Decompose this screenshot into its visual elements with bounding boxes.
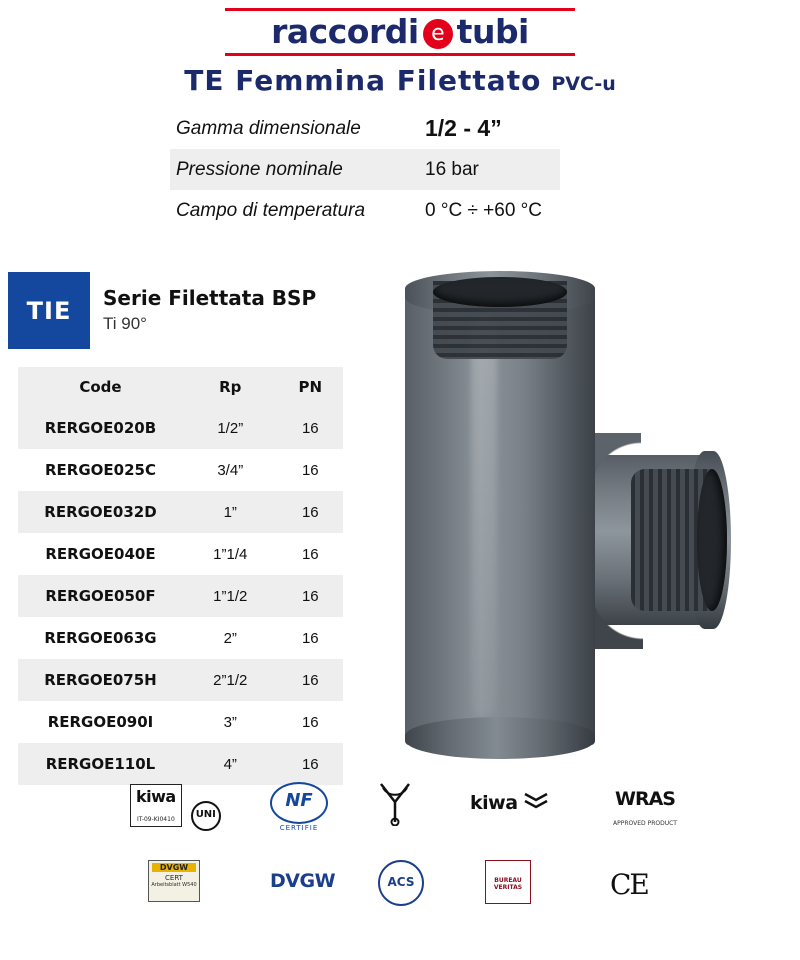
- kiwa-label: kiwa: [470, 792, 518, 814]
- table-row: [18, 449, 343, 491]
- table-header-row: [18, 367, 343, 407]
- cell-pn: 16: [301, 713, 319, 731]
- cell-pn: 16: [278, 491, 343, 533]
- spec-label: Pressione nominale: [170, 149, 415, 190]
- logo-text-part1: raccordi: [271, 12, 419, 51]
- logo-badge-e: e: [423, 19, 453, 49]
- column-header-pn: PN: [278, 367, 343, 407]
- spec-row: [170, 108, 600, 149]
- wras-label: WRAS: [615, 788, 675, 810]
- cell-code: RERGOE020B: [18, 407, 183, 449]
- dvgw-cert-sub: CERT: [165, 874, 183, 882]
- bureau-veritas-icon: [485, 860, 531, 904]
- cell-rp: 2”: [223, 629, 237, 647]
- page-title-main: TE Femmina Filettato: [184, 64, 542, 97]
- spec-row: [170, 149, 600, 190]
- cell-code: RERGOE025C: [44, 461, 156, 479]
- cell-pn: 16: [278, 407, 343, 449]
- certification-row-1: [130, 778, 690, 844]
- ce-label: CE: [610, 868, 648, 901]
- table-row: [18, 533, 343, 575]
- cell-pn: 16: [278, 575, 343, 617]
- logo-text-part2: tubi: [456, 12, 529, 51]
- wheel-mark-icon: [375, 780, 415, 830]
- table-row: [18, 407, 343, 449]
- cell-pn: 16: [301, 545, 319, 563]
- product-image: [385, 255, 745, 765]
- table-row: [18, 701, 343, 743]
- logo-text: [271, 12, 529, 51]
- uni-icon: UNI: [191, 801, 221, 831]
- cell-rp: 1”1/2: [183, 575, 278, 617]
- acs-label: ACS: [378, 860, 424, 906]
- table-row: [18, 617, 343, 659]
- series-badge: TIE: [8, 272, 90, 349]
- kiwa-uni-icon: [130, 784, 221, 831]
- page-title-material: PVC-u: [551, 73, 616, 95]
- cell-rp: 2”1/2: [183, 659, 278, 701]
- certification-logos: [130, 778, 690, 926]
- spec-value: 0 °C ÷ +60 °C: [425, 200, 542, 221]
- column-header-code: Code: [18, 367, 183, 407]
- dvgw-cert-extra: Arbeitsblatt W540: [151, 882, 197, 888]
- cell-code: RERGOE110L: [18, 743, 183, 785]
- dvgw-cert-top-label: DVGW: [152, 863, 196, 872]
- cell-rp: 3”: [223, 713, 237, 731]
- cell-rp: 3/4”: [217, 461, 244, 479]
- page-title: [0, 64, 800, 97]
- product-code-table: [18, 367, 343, 785]
- tee-run-bore: [433, 277, 567, 307]
- certification-row-2: [130, 860, 690, 926]
- cell-rp: 1”1/4: [213, 545, 248, 563]
- wras-icon: [600, 788, 690, 829]
- table-row: [18, 491, 343, 533]
- spec-label: Gamma dimensionale: [176, 118, 361, 139]
- tee-branch-bore: [697, 469, 727, 611]
- cell-code: RERGOE050F: [18, 575, 183, 617]
- series-title: Serie Filettata BSP: [103, 286, 317, 310]
- cell-pn: 16: [278, 743, 343, 785]
- cell-code: RERGOE090I: [47, 713, 154, 731]
- dvgw-icon: [270, 870, 335, 892]
- table-row: [18, 659, 343, 701]
- series-subtitle: Ti 90°: [103, 314, 147, 333]
- spec-label: Campo di temperatura: [176, 200, 366, 221]
- specification-table: [170, 108, 600, 231]
- tee-highlight: [471, 315, 497, 715]
- bureau-veritas-label: BUREAU VERITAS: [485, 860, 531, 904]
- spec-row: [170, 190, 600, 231]
- kiwa-code: IT-09-KI0410: [136, 816, 175, 823]
- cell-pn: 16: [278, 659, 343, 701]
- wras-caption: APPROVED PRODUCT: [613, 820, 677, 827]
- logo-frame: [225, 8, 575, 56]
- cell-code: RERGOE032D: [18, 491, 183, 533]
- cell-pn: 16: [301, 461, 319, 479]
- cell-rp: 1/2”: [183, 407, 278, 449]
- nf-caption: CERTIFIE: [279, 824, 319, 832]
- column-header-rp: Rp: [183, 367, 278, 407]
- brand-logo: [225, 8, 575, 56]
- kiwa-kitemark-icon: [470, 790, 549, 814]
- cell-rp: 4”: [183, 743, 278, 785]
- cell-code: RERGOE040E: [45, 545, 156, 563]
- table-row: [18, 575, 343, 617]
- cell-code: RERGOE063G: [44, 629, 157, 647]
- tee-run-bottom-socket: [405, 717, 595, 759]
- nf-label: NF: [270, 782, 328, 824]
- nf-icon: [270, 782, 328, 832]
- dvgw-cert-icon: [148, 860, 200, 902]
- dvgw-label: DVGW: [270, 870, 336, 892]
- cell-pn: 16: [301, 629, 319, 647]
- spec-value: 1/2 - 4”: [425, 115, 502, 141]
- ce-icon: [610, 868, 648, 901]
- acs-icon: [378, 860, 424, 906]
- spec-value: 16 bar: [415, 149, 560, 190]
- kiwa-label: kiwa: [136, 787, 176, 806]
- cell-rp: 1”: [183, 491, 278, 533]
- cell-code: RERGOE075H: [18, 659, 183, 701]
